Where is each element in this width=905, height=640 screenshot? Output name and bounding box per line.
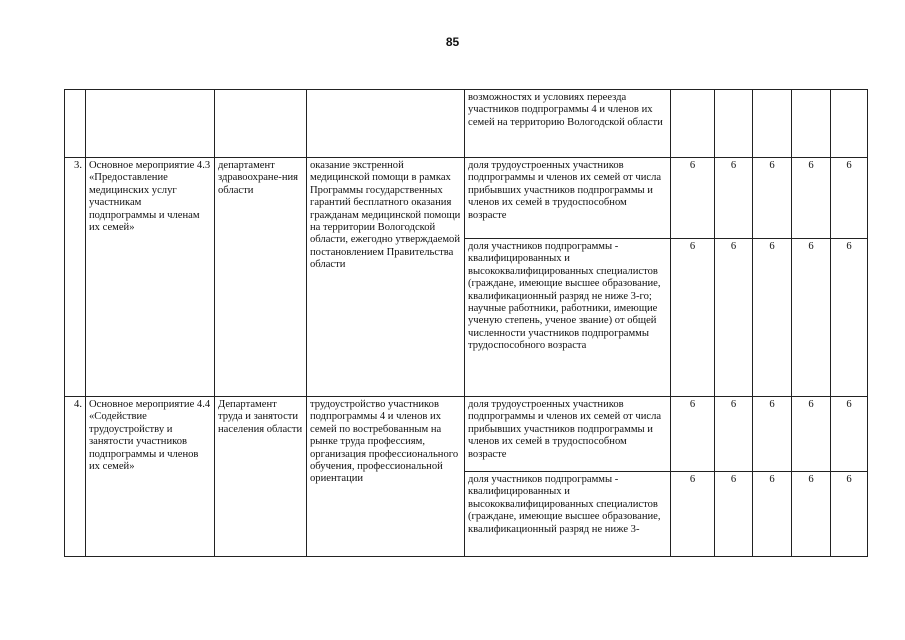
table-cell xyxy=(715,90,753,158)
page-number: 85 xyxy=(445,35,460,49)
value-cell: 6 xyxy=(831,397,868,472)
indicator-cell: доля трудоустроенных участников подпрограммы и членов их семей от числа прибывших участников подпрограммы и членов их семей в трудоспособном возрасте xyxy=(465,158,671,239)
table-cell xyxy=(831,90,868,158)
value-cell: 6 xyxy=(831,239,868,397)
value-cell: 6 xyxy=(753,239,792,397)
description-cell: оказание экстренной медицинской помощи в рамках Программы государственных гарантий бесплатного оказания гражданам медицинской помощи на территории Вологодской области, ежегодно утверждаемой постановлением Правительства области xyxy=(307,158,465,397)
indicator-cell: доля трудоустроенных участников подпрограммы и членов их семей от числа прибывших участников подпрограммы и членов их семей в трудоспособном возрасте xyxy=(465,397,671,472)
value-cell: 6 xyxy=(753,472,792,557)
value-cell: 6 xyxy=(715,239,753,397)
description-cell: трудоустройство участников подпрограммы 4 и членов их семей по востребованным на рынке труда профессиям, организация профессионального обучения, профессиональной ориентации xyxy=(307,397,465,557)
table-cell xyxy=(753,90,792,158)
table-row xyxy=(65,158,868,239)
table-cell xyxy=(215,90,307,158)
table-cell xyxy=(65,90,86,158)
value-cell: 6 xyxy=(671,239,715,397)
table-cell xyxy=(307,90,465,158)
row-index: 4. xyxy=(65,397,86,557)
executor-cell: департамент здравоохране-ния области xyxy=(215,158,307,397)
value-cell: 6 xyxy=(671,472,715,557)
value-cell: 6 xyxy=(792,158,831,239)
activity-cell: Основное мероприятие 4.3 «Предоставление медицинских услуг участникам подпрограммы и членам их семей» xyxy=(86,158,215,397)
table-row xyxy=(65,397,868,472)
executor-cell: Департамент труда и занятости населения области xyxy=(215,397,307,557)
value-cell: 6 xyxy=(753,158,792,239)
table-cell xyxy=(792,90,831,158)
table-cell xyxy=(86,90,215,158)
value-cell: 6 xyxy=(753,397,792,472)
value-cell: 6 xyxy=(831,158,868,239)
activity-cell: Основное мероприятие 4.4 «Содействие трудоустройству и занятости участников подпрограммы и членов их семей» xyxy=(86,397,215,557)
value-cell: 6 xyxy=(715,158,753,239)
table-row xyxy=(65,90,868,158)
value-cell: 6 xyxy=(831,472,868,557)
table-cell xyxy=(671,90,715,158)
value-cell: 6 xyxy=(671,397,715,472)
indicator-cell: доля участников подпрограммы - квалифицированных и высококвалифицированных специалистов (граждане, имеющие высшее образование, квалификационный разряд не ниже 3-го; научные работники, работники, имеющие ученую степень, ученое звание) от общей численности участников подпрограммы трудоспособного возраста xyxy=(465,239,671,397)
value-cell: 6 xyxy=(792,472,831,557)
value-cell: 6 xyxy=(671,158,715,239)
indicator-cell: доля участников подпрограммы - квалифицированных и высококвалифицированных специалистов (граждане, имеющие высшее образование, квалификационный разряд не ниже 3- xyxy=(465,472,671,557)
value-cell: 6 xyxy=(715,397,753,472)
row-index: 3. xyxy=(65,158,86,397)
activities-table xyxy=(64,89,868,557)
value-cell: 6 xyxy=(715,472,753,557)
indicator-cell: возможностях и условиях переезда участников подпрограммы 4 и членов их семей на территорию Вологодской области xyxy=(465,90,671,158)
value-cell: 6 xyxy=(792,397,831,472)
value-cell: 6 xyxy=(792,239,831,397)
